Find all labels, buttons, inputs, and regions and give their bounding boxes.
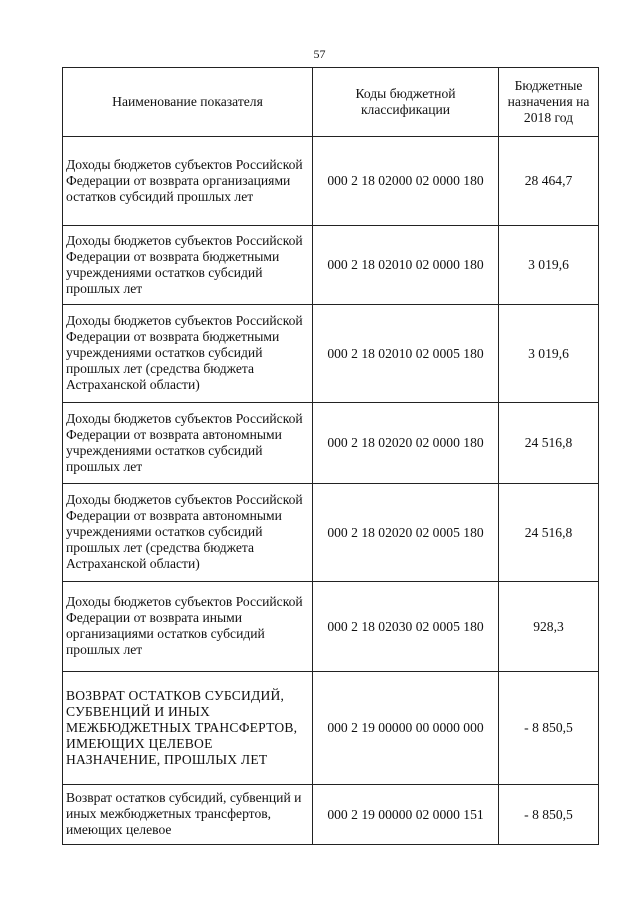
row-amount: 3 019,6 — [499, 305, 599, 403]
header-budget-amount: Бюджетные назначения на 2018 год — [499, 68, 599, 137]
table-header-row — [63, 68, 599, 137]
table-row — [63, 305, 599, 403]
row-amount: 24 516,8 — [499, 484, 599, 582]
table-row — [63, 785, 599, 845]
table-row — [63, 582, 599, 672]
table-row — [63, 484, 599, 582]
table-row — [63, 672, 599, 785]
row-code: 000 2 18 02000 02 0000 180 — [313, 137, 499, 226]
row-amount: - 8 850,5 — [499, 785, 599, 845]
header-indicator-name: Наименование показателя — [63, 68, 313, 137]
row-code: 000 2 18 02020 02 0000 180 — [313, 403, 499, 484]
row-name: Доходы бюджетов субъектов Российской Федерации от возврата бюджетными учреждениями остатков субсидий прошлых лет (средства бюджета Астраханской области) — [63, 305, 313, 403]
budget-table — [62, 67, 599, 845]
row-name: Доходы бюджетов субъектов Российской Федерации от возврата иными организациями остатков субсидий прошлых лет — [63, 582, 313, 672]
row-name: Доходы бюджетов субъектов Российской Федерации от возврата автономными учреждениями остатков субсидий прошлых лет — [63, 403, 313, 484]
row-amount: 24 516,8 — [499, 403, 599, 484]
row-code: 000 2 19 00000 00 0000 000 — [313, 672, 499, 785]
row-code: 000 2 18 02020 02 0005 180 — [313, 484, 499, 582]
row-code: 000 2 18 02010 02 0000 180 — [313, 226, 499, 305]
row-amount: 28 464,7 — [499, 137, 599, 226]
row-name: Возврат остатков субсидий, субвенций и иных межбюджетных трансфертов, имеющих целевое — [63, 785, 313, 845]
table-row — [63, 226, 599, 305]
row-amount: 3 019,6 — [499, 226, 599, 305]
table-row — [63, 137, 599, 226]
row-amount: 928,3 — [499, 582, 599, 672]
row-code: 000 2 19 00000 02 0000 151 — [313, 785, 499, 845]
row-code: 000 2 18 02030 02 0005 180 — [313, 582, 499, 672]
row-code: 000 2 18 02010 02 0005 180 — [313, 305, 499, 403]
row-amount: - 8 850,5 — [499, 672, 599, 785]
row-name: Доходы бюджетов субъектов Российской Федерации от возврата автономными учреждениями остатков субсидий прошлых лет (средства бюджета Астраханской области) — [63, 484, 313, 582]
header-budget-code: Коды бюджетной классификации — [313, 68, 499, 137]
row-name: Доходы бюджетов субъектов Российской Федерации от возврата организациями остатков субсидий прошлых лет — [63, 137, 313, 226]
row-name: ВОЗВРАТ ОСТАТКОВ СУБСИДИЙ, СУБВЕНЦИЙ И ИНЫХ МЕЖБЮДЖЕТНЫХ ТРАНСФЕРТОВ, ИМЕЮЩИХ ЦЕЛЕВОЕ НАЗНАЧЕНИЕ, ПРОШЛЫХ ЛЕТ — [63, 672, 313, 785]
page-number: 57 — [313, 47, 326, 61]
row-name: Доходы бюджетов субъектов Российской Федерации от возврата бюджетными учреждениями остатков субсидий прошлых лет — [63, 226, 313, 305]
table-row — [63, 403, 599, 484]
